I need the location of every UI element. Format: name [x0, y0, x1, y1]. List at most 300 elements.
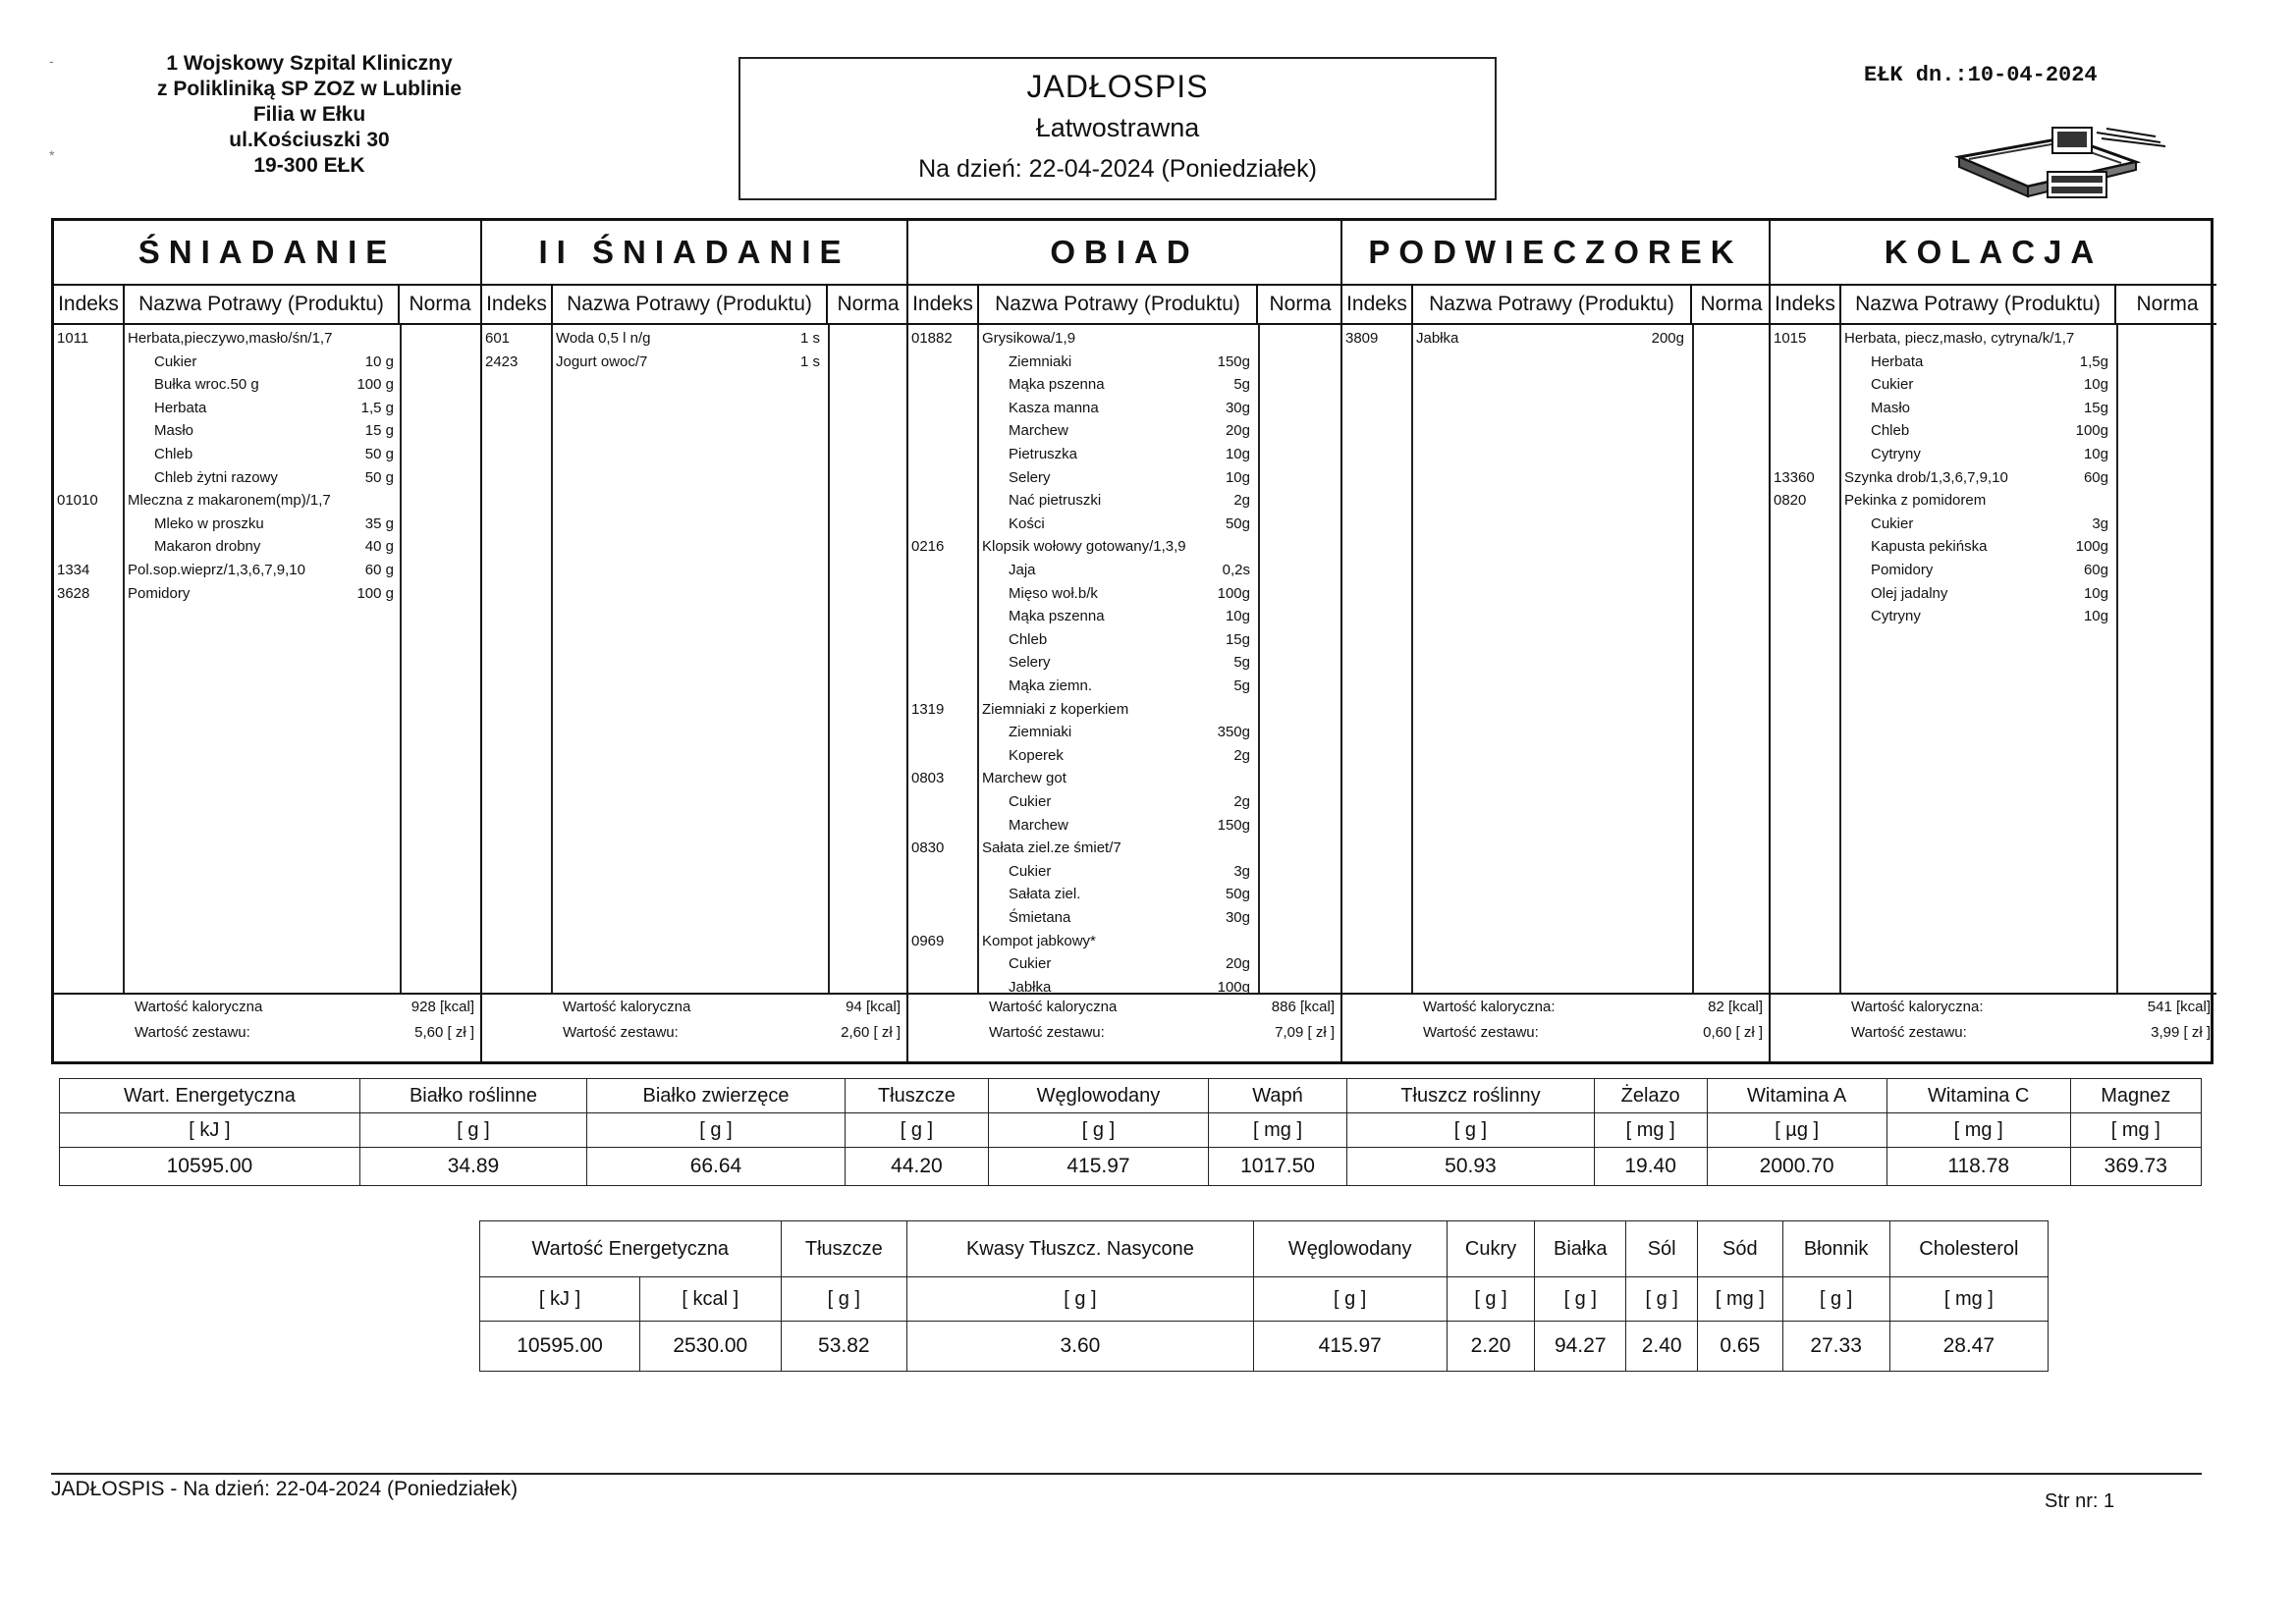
item-norm: 1,5g	[2079, 352, 2108, 370]
nutrient-unit: [ kcal ]	[640, 1277, 781, 1322]
column-headers	[482, 286, 906, 325]
item-index: 0216	[911, 538, 945, 556]
nutrient-unit: [ µg ]	[1707, 1113, 1886, 1148]
ingredient-name: Cukier	[1009, 793, 1052, 810]
nutrient-unit: [ g ]	[781, 1277, 907, 1322]
menu-row	[1771, 397, 2216, 419]
item-norm: 100 g	[356, 584, 394, 602]
ingredient-name: Koperek	[1009, 746, 1064, 764]
item-norm: 50g	[1225, 886, 1250, 903]
menu-row	[908, 466, 1340, 489]
nutrition-label-table	[479, 1220, 2049, 1372]
menu-row	[908, 628, 1340, 651]
item-norm: 10g	[1225, 468, 1250, 486]
nutrient-header: Witamina A	[1707, 1079, 1886, 1113]
nutrient-value: 2530.00	[640, 1322, 781, 1372]
menu-row	[54, 443, 480, 465]
cost-value: 7,09 [ zł ]	[1275, 1024, 1335, 1041]
menu-row	[1771, 513, 2216, 535]
meal-totals	[1771, 993, 2216, 1061]
ingredient-name: Herbata	[1871, 352, 1924, 370]
dish-name: Ziemniaki z koperkiem	[982, 700, 1129, 718]
nutrient-header: Wart. Energetyczna	[60, 1079, 360, 1113]
norm-header: Norma	[837, 293, 900, 315]
item-norm: 50 g	[364, 446, 394, 462]
item-norm: 1 s	[799, 330, 820, 347]
meal-title: KOLACJA	[1771, 221, 2216, 286]
nutrient-unit: [ g ]	[907, 1277, 1254, 1322]
dish-name: Pekinka z pomidorem	[1844, 492, 1987, 510]
name-header: Nazwa Potrawy (Produktu)	[1411, 286, 1692, 323]
meal-title: II ŚNIADANIE	[482, 221, 906, 286]
nutrient-header: Białka	[1535, 1221, 1626, 1277]
page-title: JADŁOSPIS	[1026, 69, 1209, 104]
ingredient-name: Sałata ziel.	[1009, 886, 1081, 903]
nutrient-header: Magnez	[2070, 1079, 2201, 1113]
menu-row	[54, 535, 480, 558]
item-norm: 40 g	[364, 538, 394, 556]
ingredient-name: Masło	[154, 422, 194, 440]
meal-column	[1340, 221, 1769, 1061]
menu-row	[54, 397, 480, 419]
menu-row	[908, 489, 1340, 512]
item-index: 2423	[485, 352, 519, 370]
ingredient-name: Jabłka	[1009, 978, 1052, 996]
menu-row	[908, 373, 1340, 396]
nutrient-value: 94.27	[1535, 1322, 1626, 1372]
item-norm: 3g	[1233, 862, 1250, 880]
meal-totals	[1342, 993, 1769, 1061]
ingredient-name: Pomidory	[1871, 562, 1934, 578]
title-box	[738, 57, 1497, 200]
dish-name: Klopsik wołowy gotowany/1,3,9	[982, 538, 1186, 556]
column-headers	[54, 286, 480, 325]
nutrient-header: Tłuszcze	[845, 1079, 988, 1113]
menu-row	[908, 513, 1340, 535]
dish-name: Pol.sop.wieprz/1,3,6,7,9,10	[128, 562, 305, 578]
menu-row	[1771, 373, 2216, 396]
cost-value: 2,60 [ zł ]	[841, 1024, 901, 1041]
menu-row	[1771, 605, 2216, 627]
nutrition-table	[59, 1078, 2202, 1186]
calorie-label: Wartość kaloryczna:	[1851, 999, 1984, 1015]
index-header: Indeks	[486, 293, 547, 315]
nutrient-value: 415.97	[989, 1148, 1209, 1186]
item-index: 0969	[911, 932, 945, 949]
meal-rows	[908, 325, 1340, 996]
item-norm: 60g	[2083, 468, 2108, 486]
dish-name: Szynka drob/1,3,6,7,9,10	[1844, 468, 2008, 486]
nutrient-header: Tłuszcz roślinny	[1347, 1079, 1595, 1113]
nutrient-header: Sód	[1698, 1221, 1782, 1277]
book-logo-icon	[1949, 113, 2175, 206]
dish-name: Grysikowa/1,9	[982, 330, 1076, 347]
norm-header: Norma	[1269, 293, 1332, 315]
column-divider	[1411, 325, 1413, 993]
item-norm: 10 g	[364, 352, 394, 370]
nutrient-value: 2000.70	[1707, 1148, 1886, 1186]
menu-row	[908, 397, 1340, 419]
dish-name: Kompot jabkowy*	[982, 932, 1096, 949]
footer-text: JADŁOSPIS - Na dzień: 22-04-2024 (Poniedziałek)	[51, 1478, 519, 1500]
item-norm: 15g	[1225, 630, 1250, 648]
item-norm: 5g	[1233, 677, 1250, 694]
menu-row	[908, 582, 1340, 605]
nutrient-unit: [ g ]	[845, 1113, 988, 1148]
item-norm: 1,5 g	[360, 399, 394, 416]
margin-mark: -	[49, 53, 54, 69]
calorie-label: Wartość kaloryczna	[989, 999, 1118, 1015]
nutrient-unit: [ g ]	[359, 1113, 586, 1148]
nutrient-header: Żelazo	[1594, 1079, 1707, 1113]
item-norm: 35 g	[364, 514, 394, 532]
nutrient-header: Tłuszcze	[781, 1221, 907, 1277]
menu-row	[908, 744, 1340, 767]
ingredient-name: Kości	[1009, 514, 1045, 532]
meal-rows	[1771, 325, 2216, 993]
menu-row	[908, 906, 1340, 929]
menu-date: Na dzień: 22-04-2024 (Poniedziałek)	[918, 155, 1317, 183]
item-norm: 100g	[1217, 978, 1250, 996]
norm-header: Norma	[2136, 293, 2199, 315]
dish-name: Jabłka	[1416, 330, 1459, 347]
meal-rows	[54, 325, 480, 993]
ingredient-name: Olej jadalny	[1871, 584, 1948, 602]
ingredient-name: Bułka wroc.50 g	[154, 376, 259, 394]
item-norm: 10g	[2083, 608, 2108, 625]
ingredient-name: Pietruszka	[1009, 446, 1078, 462]
item-index: 3809	[1345, 330, 1379, 347]
nutrient-header: Witamina C	[1886, 1079, 2070, 1113]
menu-row	[54, 327, 480, 350]
item-index: 01882	[911, 330, 953, 347]
item-index: 601	[485, 330, 511, 347]
menu-row	[908, 675, 1340, 697]
norm-header: Norma	[1700, 293, 1763, 315]
meal-totals	[482, 993, 906, 1061]
item-norm: 5g	[1233, 654, 1250, 672]
meal-column	[54, 221, 480, 1061]
nutrient-value: 118.78	[1886, 1148, 2070, 1186]
item-norm: 10g	[1225, 446, 1250, 462]
item-norm: 20g	[1225, 422, 1250, 440]
item-norm: 2g	[1233, 793, 1250, 810]
nutrient-header: Węglowodany	[1253, 1221, 1447, 1277]
hospital-line: ul.Kościuszki 30	[229, 129, 390, 151]
menu-row	[1771, 535, 2216, 558]
ingredient-name: Mleko w proszku	[154, 514, 264, 532]
margin-mark: *	[49, 147, 55, 163]
menu-row	[908, 790, 1340, 813]
item-norm: 10g	[1225, 608, 1250, 625]
menu-row	[908, 767, 1340, 789]
nutrient-value: 10595.00	[60, 1148, 360, 1186]
menu-row	[908, 883, 1340, 905]
menu-row	[1771, 582, 2216, 605]
menu-row	[54, 559, 480, 581]
nutrient-unit: [ mg ]	[1208, 1113, 1346, 1148]
ingredient-name: Herbata	[154, 399, 207, 416]
calorie-value: 928 [kcal]	[410, 999, 474, 1015]
ingredient-name: Makaron drobny	[154, 538, 261, 556]
menu-row	[908, 443, 1340, 465]
nutrient-header: Węglowodany	[989, 1079, 1209, 1113]
dish-name: Marchew got	[982, 770, 1066, 787]
document-date: EŁK dn.:10-04-2024	[1864, 63, 2098, 87]
footer-divider	[51, 1473, 2202, 1475]
dish-name: Sałata ziel.ze śmiet/7	[982, 839, 1121, 857]
item-norm: 200g	[1651, 330, 1684, 347]
menu-row	[1771, 489, 2216, 512]
menu-row	[54, 466, 480, 489]
calorie-label: Wartość kaloryczna:	[1423, 999, 1556, 1015]
menu-row	[908, 535, 1340, 558]
menu-row	[54, 489, 480, 512]
ingredient-name: Marchew	[1009, 422, 1068, 440]
item-norm: 1 s	[799, 352, 820, 370]
item-norm: 5g	[1233, 376, 1250, 394]
calorie-label: Wartość kaloryczna	[563, 999, 691, 1015]
ingredient-name: Ziemniaki	[1009, 352, 1072, 370]
meal-totals	[908, 993, 1340, 1061]
nutrient-unit: [ g ]	[587, 1113, 846, 1148]
item-index: 3628	[57, 584, 90, 602]
menu-row	[908, 860, 1340, 883]
meal-rows	[482, 325, 906, 993]
item-index: 1015	[1774, 330, 1807, 347]
menu-row	[908, 930, 1340, 952]
item-index: 0820	[1774, 492, 1807, 510]
hospital-address	[98, 51, 520, 179]
meal-title: PODWIECZOREK	[1342, 221, 1769, 286]
ingredient-name: Cukier	[1009, 862, 1052, 880]
column-headers	[1771, 286, 2216, 325]
nutrient-header: Błonnik	[1782, 1221, 1889, 1277]
menu-row	[908, 952, 1340, 975]
index-header: Indeks	[912, 293, 973, 315]
item-index: 0830	[911, 839, 945, 857]
nutrient-value: 53.82	[781, 1322, 907, 1372]
ingredient-name: Śmietana	[1009, 909, 1071, 926]
nutrient-unit: [ g ]	[1535, 1277, 1626, 1322]
nutrient-unit: [ g ]	[1447, 1277, 1535, 1322]
item-norm: 100g	[1217, 584, 1250, 602]
cost-label: Wartość zestawu:	[135, 1024, 250, 1041]
name-header: Nazwa Potrawy (Produktu)	[977, 286, 1258, 323]
nutrient-unit: [ g ]	[1347, 1113, 1595, 1148]
column-headers	[1342, 286, 1769, 325]
index-header: Indeks	[1346, 293, 1407, 315]
ingredient-name: Chleb	[154, 446, 193, 462]
ingredient-name: Cukier	[1009, 955, 1052, 973]
item-norm: 50g	[1225, 514, 1250, 532]
item-norm: 60g	[2083, 562, 2108, 578]
item-norm: 20g	[1225, 955, 1250, 973]
nutrient-unit: [ mg ]	[1698, 1277, 1782, 1322]
meal-column	[1769, 221, 2216, 1061]
dish-name: Pomidory	[128, 584, 191, 602]
meals-table	[51, 218, 2214, 1064]
menu-row	[908, 837, 1340, 859]
item-index: 1011	[57, 330, 89, 347]
menu-row	[908, 605, 1340, 627]
item-norm: 10g	[2083, 584, 2108, 602]
item-index: 0803	[911, 770, 945, 787]
menu-row	[908, 351, 1340, 373]
hospital-line: 1 Wojskowy Szpital Kliniczny	[166, 52, 453, 75]
item-norm: 15g	[2083, 399, 2108, 416]
item-norm: 100 g	[356, 376, 394, 394]
ingredient-name: Selery	[1009, 654, 1051, 672]
meal-column	[906, 221, 1340, 1061]
item-norm: 0,2s	[1222, 562, 1250, 578]
ingredient-name: Marchew	[1009, 816, 1068, 834]
nutrient-unit: [ g ]	[1782, 1277, 1889, 1322]
nutrient-value: 44.20	[845, 1148, 988, 1186]
menu-row	[1771, 351, 2216, 373]
ingredient-name: Ziemniaki	[1009, 724, 1072, 741]
nutrient-value: 415.97	[1253, 1322, 1447, 1372]
ingredient-name: Cytryny	[1871, 608, 1921, 625]
meal-title: ŚNIADANIE	[54, 221, 480, 286]
item-norm: 15 g	[364, 422, 394, 440]
menu-row	[908, 559, 1340, 581]
ingredient-name: Jaja	[1009, 562, 1036, 578]
nutrient-header: Sól	[1626, 1221, 1698, 1277]
menu-row	[54, 351, 480, 373]
nutrient-value: 66.64	[587, 1148, 846, 1186]
item-norm: 100g	[2075, 538, 2108, 556]
menu-row	[482, 351, 906, 373]
menu-row	[54, 373, 480, 396]
item-norm: 3g	[2092, 514, 2108, 532]
nutrient-value: 369.73	[2070, 1148, 2201, 1186]
nutrient-value: 2.20	[1447, 1322, 1535, 1372]
item-index: 1334	[57, 562, 90, 578]
ingredient-name: Chleb	[1009, 630, 1048, 648]
ingredient-name: Cukier	[1871, 514, 1914, 532]
ingredient-name: Chleb	[1871, 422, 1910, 440]
ingredient-name: Mąka ziemn.	[1009, 677, 1093, 694]
cost-value: 3,99 [ zł ]	[2151, 1024, 2211, 1041]
nutrient-value: 3.60	[907, 1322, 1254, 1372]
menu-row	[1771, 327, 2216, 350]
ingredient-name: Cukier	[1871, 376, 1914, 394]
ingredient-name: Masło	[1871, 399, 1911, 416]
item-norm: 30g	[1225, 909, 1250, 926]
menu-row	[1342, 327, 1769, 350]
ingredient-name: Mięso woł.b/k	[1009, 584, 1098, 602]
hospital-line: 19-300 EŁK	[253, 154, 365, 177]
nutrient-header: Wartość Energetyczna	[480, 1221, 782, 1277]
dish-name: Herbata, piecz,masło, cytryna/k/1,7	[1844, 330, 2075, 347]
menu-row	[54, 419, 480, 442]
item-norm: 30g	[1225, 399, 1250, 416]
meal-totals	[54, 993, 480, 1061]
item-norm: 2g	[1233, 492, 1250, 510]
menu-row	[1771, 559, 2216, 581]
nutrient-header: Kwasy Tłuszcz. Nasycone	[907, 1221, 1254, 1277]
nutrient-unit: [ mg ]	[1594, 1113, 1707, 1148]
item-norm: 150g	[1217, 352, 1250, 370]
menu-row	[1771, 466, 2216, 489]
page-number: Str nr: 1	[2045, 1490, 2115, 1512]
nutrient-unit: [ mg ]	[1886, 1113, 2070, 1148]
ingredient-name: Nać pietruszki	[1009, 492, 1102, 510]
nutrient-unit: [ g ]	[1253, 1277, 1447, 1322]
ingredient-name: Kapusta pekińska	[1871, 538, 1988, 556]
cost-label: Wartość zestawu:	[989, 1024, 1105, 1041]
nutrient-unit: [ g ]	[989, 1113, 1209, 1148]
item-norm: 10g	[2083, 446, 2108, 462]
meal-title: OBIAD	[908, 221, 1340, 286]
nutrient-unit: [ mg ]	[1889, 1277, 2048, 1322]
nutrient-unit: [ g ]	[1626, 1277, 1698, 1322]
item-norm: 150g	[1217, 816, 1250, 834]
column-divider	[1692, 325, 1694, 993]
dish-name: Woda 0,5 l n/g	[556, 330, 651, 347]
calorie-label: Wartość kaloryczna	[135, 999, 263, 1015]
item-index: 13360	[1774, 468, 1815, 486]
hospital-line: z Polikliniką SP ZOZ w Lublinie	[157, 78, 462, 100]
ingredient-name: Mąka pszenna	[1009, 608, 1105, 625]
menu-row	[908, 327, 1340, 350]
nutrient-value: 28.47	[1889, 1322, 2048, 1372]
nutrient-unit: [ kJ ]	[480, 1277, 640, 1322]
cost-label: Wartość zestawu:	[1423, 1024, 1539, 1041]
meal-column	[480, 221, 906, 1061]
nutrient-value: 1017.50	[1208, 1148, 1346, 1186]
column-divider	[828, 325, 830, 993]
menu-row	[908, 698, 1340, 721]
nutrient-value: 0.65	[1698, 1322, 1782, 1372]
index-header: Indeks	[58, 293, 119, 315]
nutrient-value: 50.93	[1347, 1148, 1595, 1186]
menu-row	[482, 327, 906, 350]
nutrient-header: Wapń	[1208, 1079, 1346, 1113]
item-norm: 60 g	[364, 562, 394, 578]
cost-value: 0,60 [ zł ]	[1703, 1024, 1763, 1041]
name-header: Nazwa Potrawy (Produktu)	[1839, 286, 2116, 323]
item-norm: 2g	[1233, 746, 1250, 764]
menu-row	[1771, 443, 2216, 465]
nutrient-header: Cholesterol	[1889, 1221, 2048, 1277]
cost-label: Wartość zestawu:	[563, 1024, 679, 1041]
meal-rows	[1342, 325, 1769, 993]
ingredient-name: Cytryny	[1871, 446, 1921, 462]
menu-row	[908, 419, 1340, 442]
calorie-value: 886 [kcal]	[1271, 999, 1335, 1015]
menu-row	[54, 582, 480, 605]
nutrient-header: Białko roślinne	[359, 1079, 586, 1113]
nutrient-value: 34.89	[359, 1148, 586, 1186]
nutrient-unit: [ kJ ]	[60, 1113, 360, 1148]
item-norm: 100g	[2075, 422, 2108, 440]
dish-name: Herbata,pieczywo,masło/śn/1,7	[128, 330, 333, 347]
menu-row	[54, 513, 480, 535]
menu-row	[908, 721, 1340, 743]
ingredient-name: Kasza manna	[1009, 399, 1099, 416]
norm-header: Norma	[409, 293, 471, 315]
hospital-line: Filia w Ełku	[252, 103, 366, 126]
name-header: Nazwa Potrawy (Produktu)	[123, 286, 400, 323]
cost-value: 5,60 [ zł ]	[414, 1024, 474, 1041]
diet-name: Łatwostrawna	[1035, 113, 1200, 142]
calorie-value: 94 [kcal]	[846, 999, 901, 1015]
menu-row	[908, 814, 1340, 837]
index-header: Indeks	[1775, 293, 1835, 315]
item-norm: 10g	[2083, 376, 2108, 394]
